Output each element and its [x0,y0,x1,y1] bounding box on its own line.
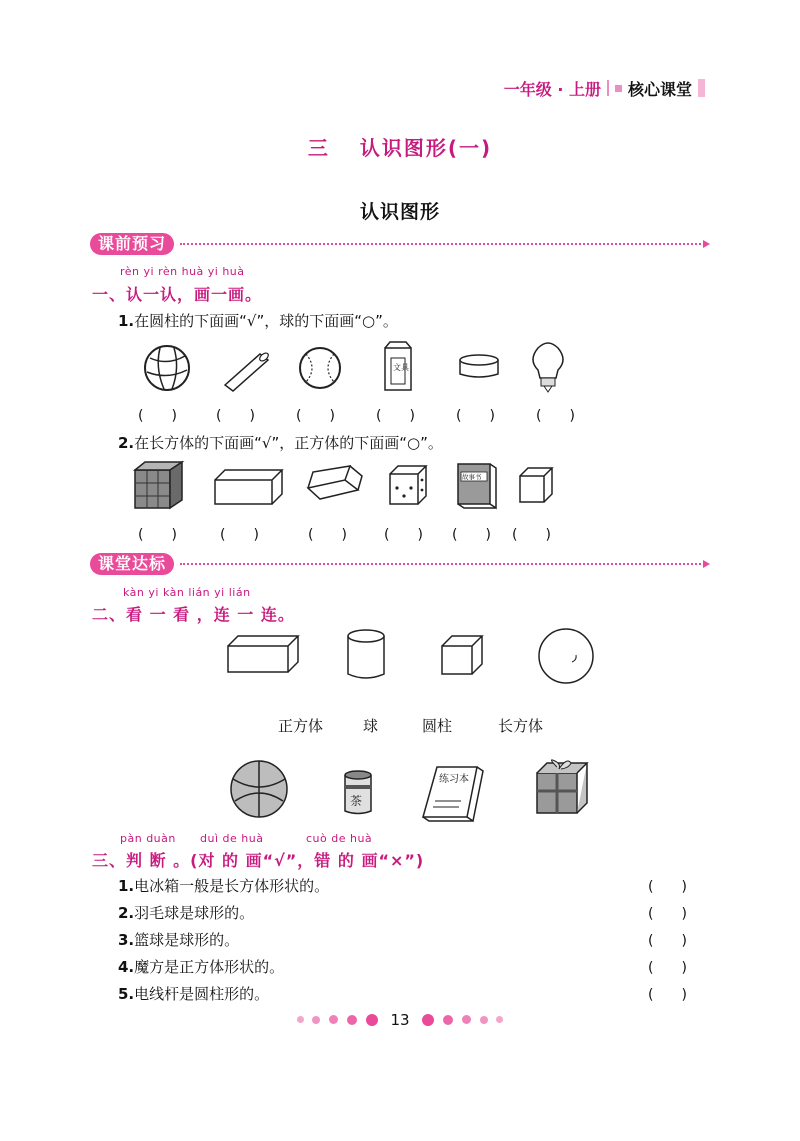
section2-title: 二、看 一 看 ，连 一 连。 [92,605,295,624]
cube-icon [520,468,552,502]
footer-dot [297,1016,304,1023]
chapter-title [0,132,800,161]
notebook-label: 练习本 [439,774,469,785]
answer-paren[interactable]: ( ) [138,527,177,543]
eraser-icon [308,466,362,499]
judge-text: 电冰箱一般是长方体形状的。 [134,877,330,895]
q2-text [118,432,443,453]
answer-paren[interactable]: ( ) [220,527,259,543]
footer-dot [366,1014,378,1026]
label-sphere: 球 [363,717,379,735]
tea-label: 茶 [350,794,363,808]
footer-dot [422,1014,434,1026]
chapter-name: 认识图形(一) [359,136,493,160]
cube-shape-icon [442,636,482,674]
baseball-icon [300,348,340,388]
q1-body: 在圆柱的下面画“√”，球的下面画“○”。 [134,312,398,330]
answer-paren[interactable]: ( ) [308,527,347,543]
judge-num: 4. [118,958,135,976]
answer-paren[interactable]: ( ) [512,527,551,543]
footer-dot [480,1016,488,1024]
section2-pinyin: kàn yi kàn lián yi lián [123,586,251,599]
page-number: 13 [390,1010,410,1029]
judge-num: 3. [118,931,135,949]
preview-dotline [180,243,705,245]
cylinder-shape-icon [348,630,384,678]
can-label: 文具 [393,363,409,372]
answer-paren[interactable]: ( ) [536,408,575,424]
chapter-number: 三 [307,136,330,160]
footer-dot [443,1015,453,1025]
judge-num: 2. [118,904,135,922]
pinyin-cuo-de-hua: cuò de huà [306,832,373,845]
judge-paren-1[interactable]: ( ) [648,879,687,895]
footer-dot [329,1015,338,1024]
answer-paren[interactable]: ( ) [452,527,491,543]
volleyball-icon [145,346,189,390]
judge-paren-2[interactable]: ( ) [648,906,687,922]
gift-box-icon [537,760,587,813]
answer-paren[interactable]: ( ) [296,408,335,424]
judge-item-2 [118,902,254,923]
course-label: 核心课堂 [627,79,692,99]
object-row [225,755,615,825]
page-footer [0,1010,800,1029]
basketball-icon [231,761,287,817]
judge-item-3 [118,929,239,950]
judge-paren-4[interactable]: ( ) [648,960,687,976]
q1-text [118,310,398,331]
label-cylinder: 圆柱 [422,717,453,735]
pinyin-pan-duan: pàn duàn [120,832,176,845]
pinyin-dui-de-hua: duì de huà [200,832,264,845]
answer-paren[interactable]: ( ) [216,408,255,424]
footer-dot [347,1015,357,1025]
q1-number: 1. [118,312,135,330]
cylinder-stick-icon [225,351,270,391]
cuboid-icon [215,470,282,504]
answer-paren[interactable]: ( ) [384,527,423,543]
row2-images [130,460,570,512]
footer-dot [312,1016,320,1024]
judge-text: 魔方是正方体形状的。 [134,958,285,976]
judge-num: 1. [118,877,135,895]
answer-paren[interactable]: ( ) [138,408,177,424]
section3-title: 三、判 断 。(对 的 画“√”，错 的 画“×”) [92,851,425,870]
judge-text: 羽毛球是球形的。 [134,904,255,922]
judge-num: 5. [118,985,135,1003]
puck-icon [460,355,498,377]
header-bar [698,79,705,97]
lesson-title: 认识图形 [359,201,440,223]
sphere-shape-icon [539,629,593,683]
header-square [615,85,622,92]
judge-paren-5[interactable]: ( ) [648,987,687,1003]
answer-paren[interactable]: ( ) [376,408,415,424]
judge-item-4 [118,956,284,977]
label-cube: 正方体 [278,717,324,735]
row1-images [140,340,600,395]
storybook-icon [458,464,496,508]
header-divider [607,80,609,96]
preview-banner: 课前预习 [90,233,174,255]
class-banner: 课堂达标 [90,553,174,575]
section1-title: 一、认一认，画一画。 [92,285,263,304]
judge-paren-3[interactable]: ( ) [648,933,687,949]
class-arrow [703,560,710,568]
judge-text: 电线杆是圆柱形的。 [134,985,270,1003]
dice-icon [390,466,426,504]
label-cuboid: 长方体 [498,717,544,735]
preview-arrow [703,240,710,248]
section1-pinyin: rèn yi rèn huà yi huà [120,265,245,278]
shape-row [220,624,600,689]
q2-number: 2. [118,434,135,452]
grade-label: 一年级 · 上册 [503,79,601,99]
book-label: 故事书 [462,473,482,481]
lightbulb-icon [533,343,563,392]
answer-paren[interactable]: ( ) [456,408,495,424]
footer-dot [496,1016,503,1023]
q2-body: 在长方体的下面画“√”，正方体的下面画“○”。 [134,434,443,452]
footer-dot [462,1015,471,1024]
page-header [504,78,705,98]
class-dotline [180,563,705,565]
judge-text: 篮球是球形的。 [134,931,240,949]
rubiks-cube-icon [135,462,182,508]
judge-item-5 [118,983,269,1004]
judge-item-1 [118,875,329,896]
cuboid-shape-icon [228,636,298,672]
